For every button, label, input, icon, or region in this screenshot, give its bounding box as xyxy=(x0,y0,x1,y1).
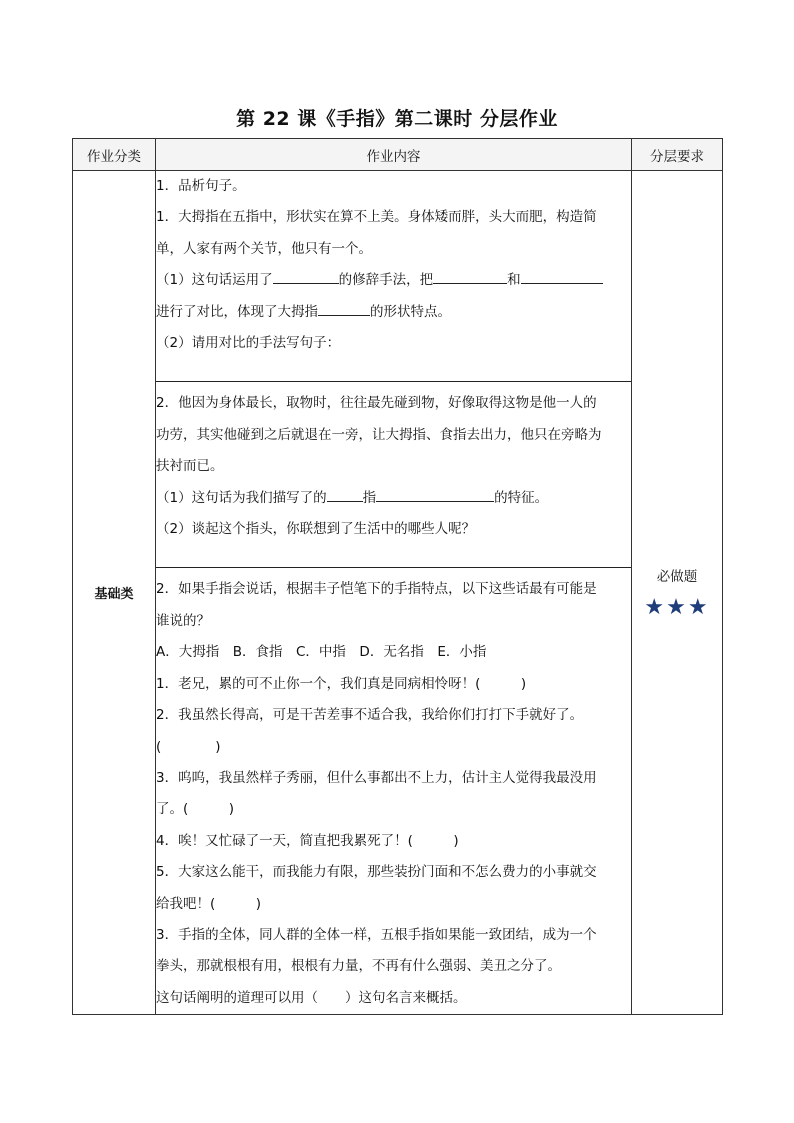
fill-blank[interactable] xyxy=(433,271,507,284)
answer-line[interactable] xyxy=(156,545,631,568)
fill-blank[interactable] xyxy=(521,271,603,284)
q3-line3: 这句话阐明的道理可以用（ ）这句名言来概括。 xyxy=(156,989,467,1006)
q1-s1-part2: （2）请用对比的手法写句子： xyxy=(156,335,341,352)
q3-line1: 3．手指的全体，同人群的全体一样，五根手指如果能一致团结，成为一个 xyxy=(156,926,597,943)
category-cell: 基础类 xyxy=(73,171,156,1015)
q1-s1-part1-text-c: 和 xyxy=(507,272,521,289)
q1-s1-part1-text-b: 的修辞手法，把 xyxy=(338,272,434,289)
q1-s1-part1-cont xyxy=(156,297,631,328)
q1-s2-part2: （2）谈起这个指头，你联想到了生活中的哪些人呢？ xyxy=(156,521,476,538)
content-cell xyxy=(156,171,632,1015)
q1-s1-part1-text-a: （1）这句话运用了 xyxy=(156,272,273,289)
q1-s2-part1-text-b: 指 xyxy=(362,489,377,506)
q1-s1-part1-text-e: 的形状特点。 xyxy=(370,303,451,320)
page-title: 第 22 课《手指》第二课时 分层作业 xyxy=(236,108,558,130)
q1-s1-part1 xyxy=(156,265,631,296)
fill-blank[interactable] xyxy=(376,489,494,502)
q2-line1: 2．如果手指会说话，根据丰子恺笔下的手指特点，以下这些话最有可能是 xyxy=(156,581,597,598)
answer-line[interactable] xyxy=(156,359,631,382)
q2-line2: 谁说的？ xyxy=(156,612,210,629)
q2-item5-line2: 给我吧！( ) xyxy=(156,895,262,912)
star-rating-icon: ★★★ xyxy=(644,595,710,621)
fill-blank[interactable] xyxy=(273,271,339,284)
q1-sentence2-line3: 扶衬而已。 xyxy=(156,458,224,475)
homework-table xyxy=(72,138,723,1015)
q1-sentence1-line1: 1．大拇指在五指中，形状实在算不上美。身体矮而胖，头大而肥，构造简 xyxy=(156,209,597,226)
q1-sentence2-line2: 功劳，其实他碰到之后就退在一旁，让大拇指、食指去出力，他只在旁略为 xyxy=(156,426,602,443)
q1-sentence2-line1: 2．他因为身体最长，取物时，往往最先碰到物，好像取得这物是他一人的 xyxy=(156,395,597,412)
q2-item2-line1: 2．我虽然长得高，可是干苦差事不适合我，我给你们打打下手就好了。 xyxy=(156,707,584,724)
table-header-row xyxy=(73,139,723,171)
requirement-label: 必做题 xyxy=(656,569,698,586)
q1-s2-part1-text-c: 的特征。 xyxy=(494,489,549,506)
q1-s2-part1-text-a: （1）这句话为我们描写了的 xyxy=(156,489,327,506)
header-content: 作业内容 xyxy=(156,139,632,171)
q2-item3-line1: 3．呜呜，我虽然样子秀丽，但什么事都出不上力，估计主人觉得我最没用 xyxy=(156,769,597,786)
q2-item1: 1．老兄，累的可不止你一个，我们真是同病相怜呀！( ) xyxy=(156,675,527,692)
requirement-cell xyxy=(632,171,723,1015)
header-requirement: 分层要求 xyxy=(632,139,723,171)
q3-line2: 拳头，那就根根有用，根根有力量，不再有什么强弱、美丑之分了。 xyxy=(156,958,561,975)
q2-item4: 4．唉！又忙碌了一天，简直把我累死了！( ) xyxy=(156,832,459,849)
fill-blank[interactable] xyxy=(327,489,363,502)
q2-item3-line2: 了。( ) xyxy=(156,801,235,818)
q2-options: A．大拇指 B．食指 C．中指 D．无名指 E．小指 xyxy=(156,644,487,661)
q2-item2-line2: ( ) xyxy=(156,738,221,755)
q1-s1-part1-text-d: 进行了对比，体现了大拇指 xyxy=(156,303,318,320)
header-category: 作业分类 xyxy=(73,139,156,171)
table-row xyxy=(73,171,723,1015)
fill-blank[interactable] xyxy=(318,303,370,316)
q1-sentence1-line2: 单，人家有两个关节，他只有一个。 xyxy=(156,240,372,257)
q1-s2-part1 xyxy=(156,483,631,514)
q2-item5-line1: 5．大家这么能干，而我能力有限，那些装扮门面和不怎么费力的小事就交 xyxy=(156,864,597,881)
q1-heading: 1．品析句子。 xyxy=(156,178,246,194)
